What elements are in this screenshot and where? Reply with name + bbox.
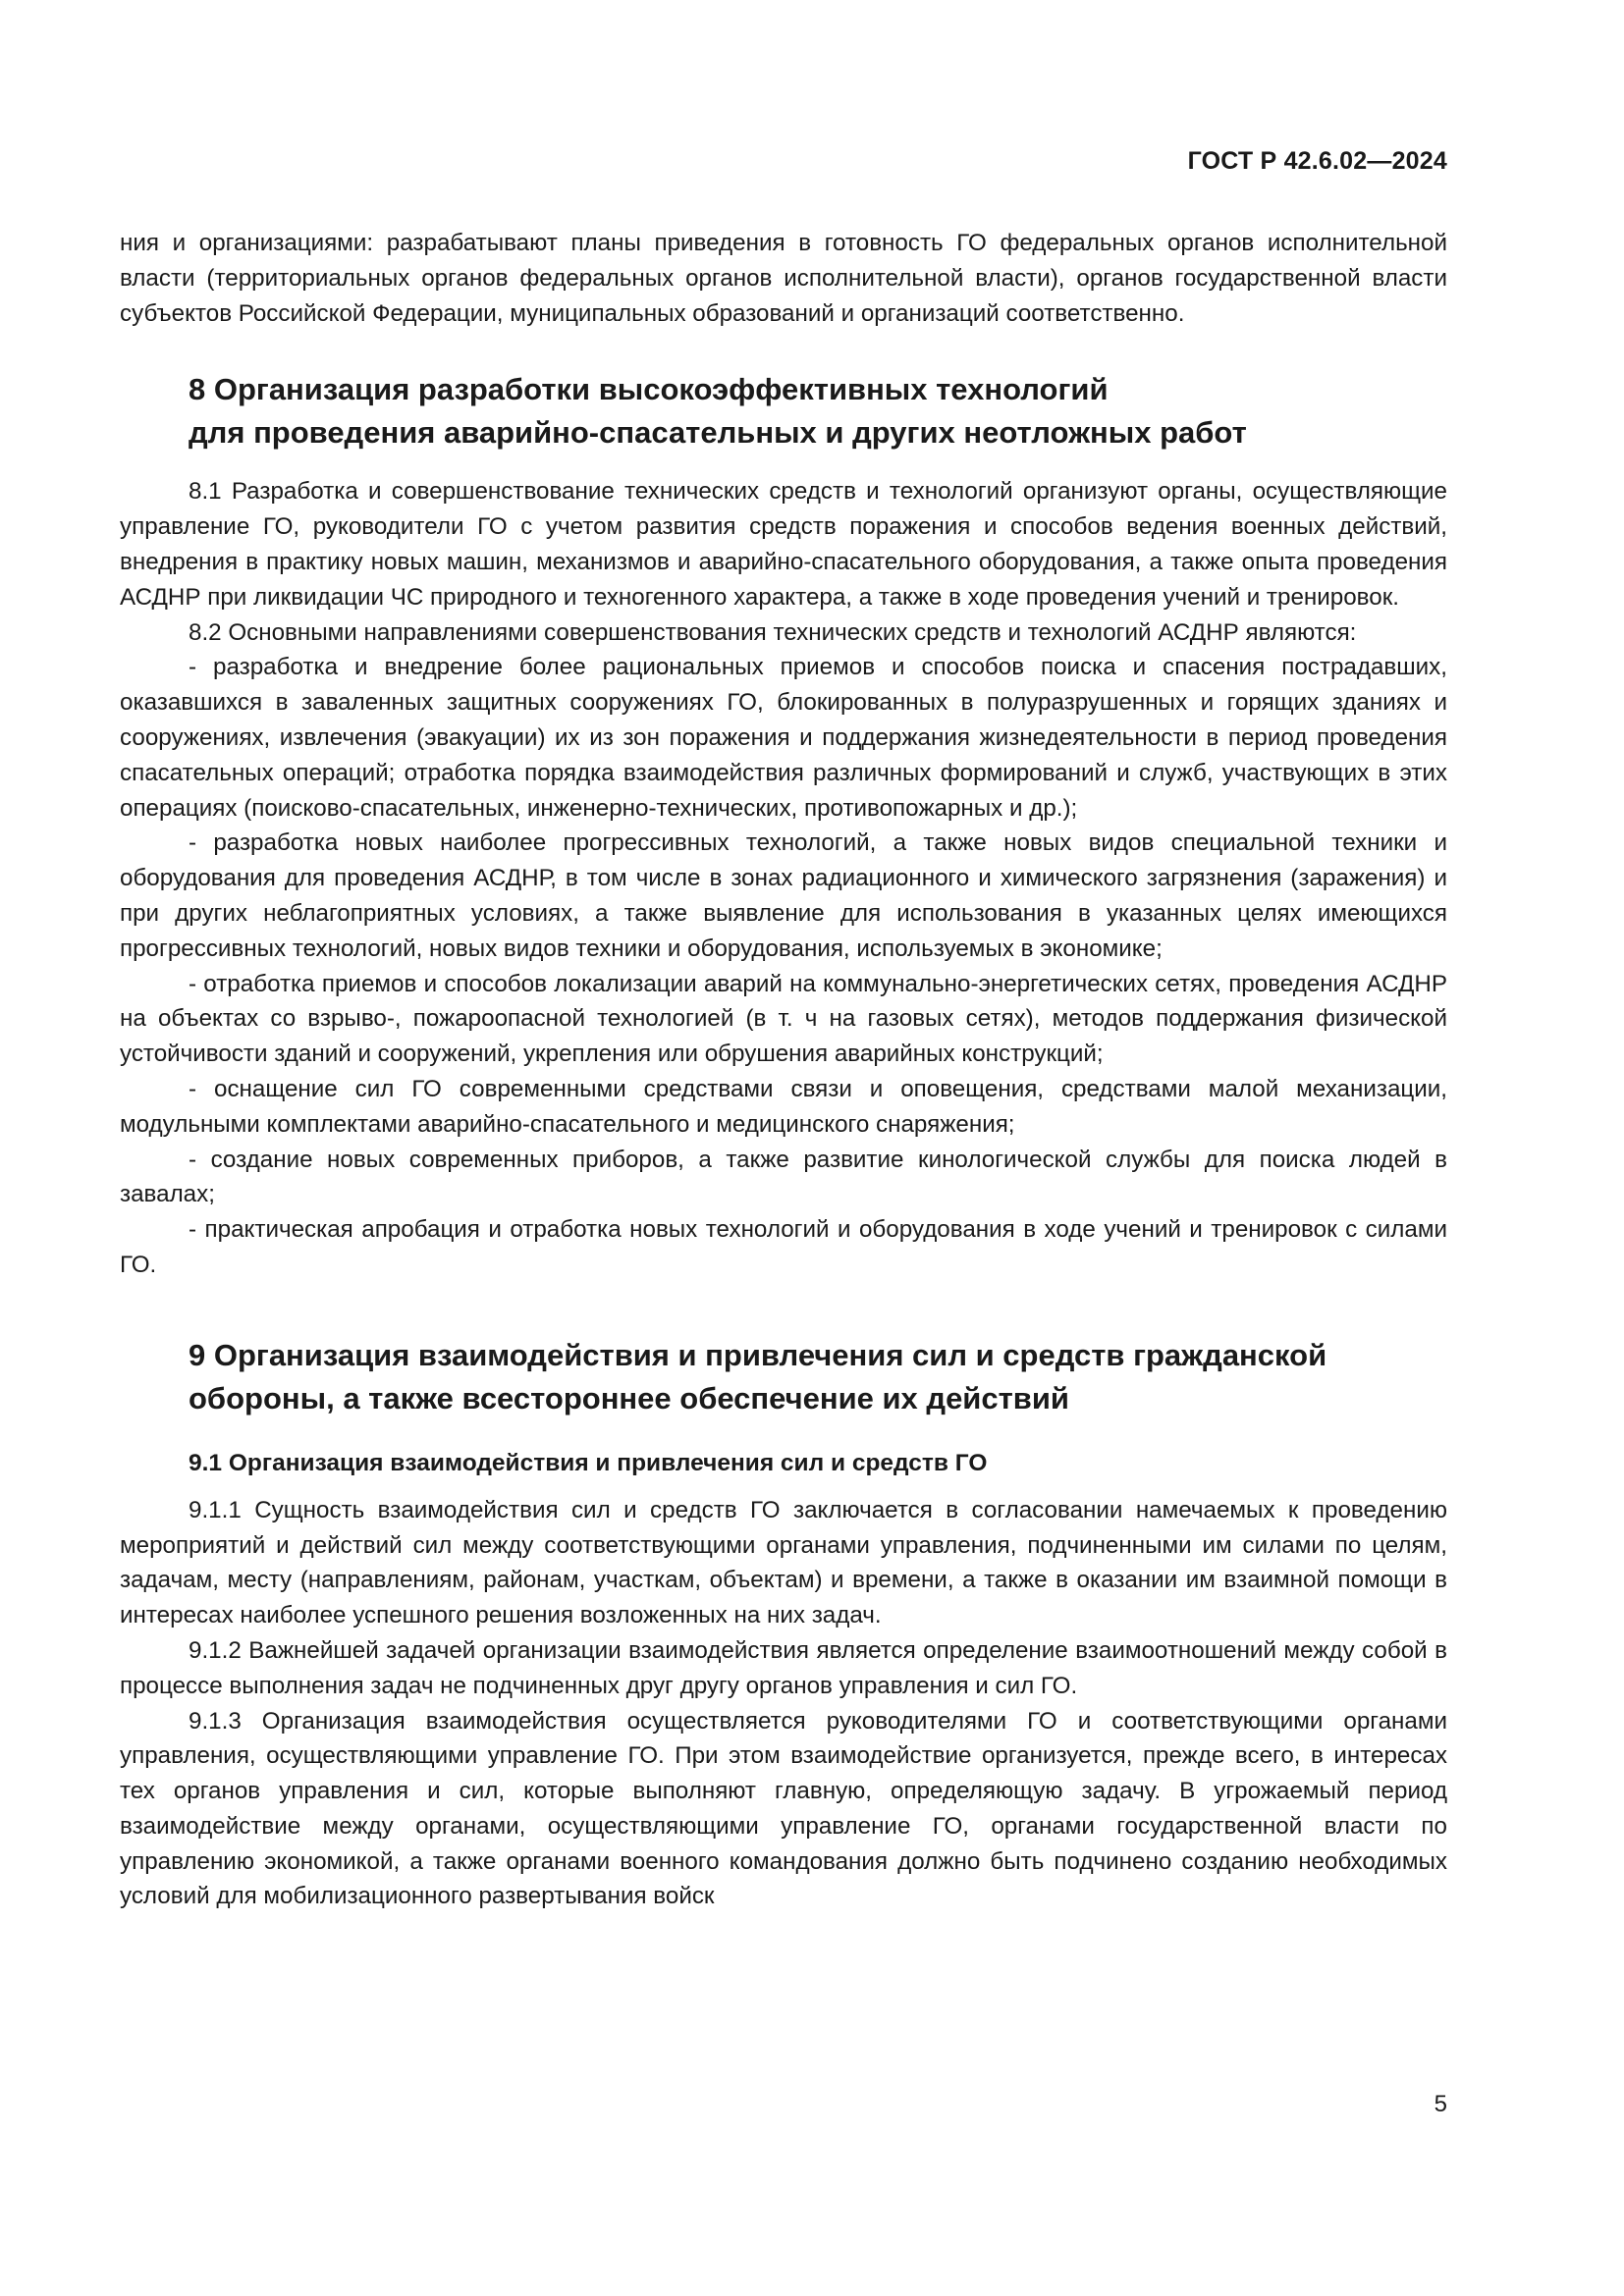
list-item-8-2-5: - создание новых современных приборов, а также развитие кинологической службы для поиска людей в завалах;: [120, 1146, 1447, 1208]
section-8-heading-line1: 8 Организация разработки высокоэффективных технологий: [189, 372, 1109, 407]
paragraph-8-2: 8.2 Основными направлениями совершенствования технических средств и технологий АСДНР являются:: [189, 618, 1357, 646]
list-item-8-2-4: - оснащение сил ГО современными средствами связи и оповещения, средствами малой механизации, модульными комплектами аварийно-спасательного и медицинского снаряжения;: [120, 1075, 1447, 1138]
document-body: [120, 226, 1447, 1914]
section-9-heading: [120, 1334, 1447, 1420]
paragraph-9-1-2: 9.1.2 Важнейшей задачей организации взаимодействия является определение взаимоотношений между собой в процессе выполнения задач не подчиненных друг другу органов управления и сил ГО.: [120, 1636, 1447, 1699]
paragraph-9-1-3: 9.1.3 Организация взаимодействия осуществляется руководителями ГО и соответствующими органами управления, осуществляющими управление ГО. При этом взаимодействие организуется, прежде всего, в интересах тех органов управления и сил, которые выполняют главную, определяющую задачу. В угрожаемый период взаимодействие между органами, осуществляющими управление ГО, органами государственной власти по управлению экономикой, а также органами военного командования должно быть подчинено созданию необходимых условий для мобилизационного развертывания войск: [120, 1707, 1447, 1910]
intro-paragraph: ния и организациями: разрабатывают планы приведения в готовность ГО федеральных органов исполнительной власти (территориальных органов федеральных органов исполнительной власти), органов государственной власти субъектов Российской Федерации, муниципальных образований и организаций соответственно.: [120, 230, 1447, 327]
paragraph-9-1-1: 9.1.1 Сущность взаимодействия сил и средств ГО заключается в согласовании намечаемых к проведению мероприятий и действий сил между соответствующими органами управления, подчиненными им силами по целям, задачам, месту (направлениям, районам, участкам, объектам) и времени, а также в оказании им взаимной помощи в интересах наиболее успешного решения возложенных на них задач.: [120, 1496, 1447, 1629]
document-code: ГОСТ Р 42.6.02—2024: [1187, 147, 1447, 175]
section-9-heading-line2: обороны, а также всестороннее обеспечение их действий: [189, 1380, 1069, 1415]
list-item-8-2-2: - разработка новых наиболее прогрессивных технологий, а также новых видов специальной техники и оборудования для проведения АСДНР, в том числе в зонах радиационного и химического загрязнения (заражения) и при других неблагоприятных условиях, а также выявление для использования в указанных целях имеющихся прогрессивных технологий, новых видов техники и оборудования, используемых в экономике;: [120, 829, 1447, 962]
section-9-heading-line1: 9 Организация взаимодействия и привлечения сил и средств гражданской: [189, 1337, 1327, 1372]
list-item-8-2-3: - отработка приемов и способов локализации аварий на коммунально-энергетических сетях, проведения АСДНР на объектах со взрыво-, пожароопасной технологией (в т. ч на газовых сетях), методов поддержания физической устойчивости зданий и сооружений, укрепления или обрушения аварийных конструкций;: [120, 970, 1447, 1068]
paragraph-8-1: 8.1 Разработка и совершенствование технических средств и технологий организуют органы, осуществляющие управление ГО, руководители ГО с учетом развития средств поражения и способов ведения военных действий, внедрения в практику новых машин, механизмов и аварийно-спасательного оборудования, а также опыта проведения АСДНР при ликвидации ЧС природного и техногенного характера, а также в ходе проведения учений и тренировок.: [120, 478, 1447, 611]
subsection-9-1-heading: 9.1 Организация взаимодействия и привлечения сил и средств ГО: [189, 1449, 988, 1476]
list-item-8-2-1: - разработка и внедрение более рациональных приемов и способов поиска и спасения пострадавших, оказавшихся в заваленных защитных сооружениях ГО, блокированных в полуразрушенных и горящих зданиях и сооружениях, извлечения (эвакуации) их из зон поражения и поддержания жизнедеятельности в период проведения спасательных операций; отработка порядка взаимодействия различных формирований и служб, участвующих в этих операциях (поисково-спасательных, инженерно-технических, противопожарных и др.);: [120, 654, 1447, 822]
section-8-heading: [120, 368, 1447, 454]
page-number: 5: [1434, 2091, 1447, 2117]
section-8-heading-line2: для проведения аварийно-спасательных и других неотложных работ: [189, 415, 1247, 451]
list-item-8-2-6: - практическая апробация и отработка новых технологий и оборудования в ходе учений и тренировок с силами ГО.: [120, 1216, 1447, 1278]
